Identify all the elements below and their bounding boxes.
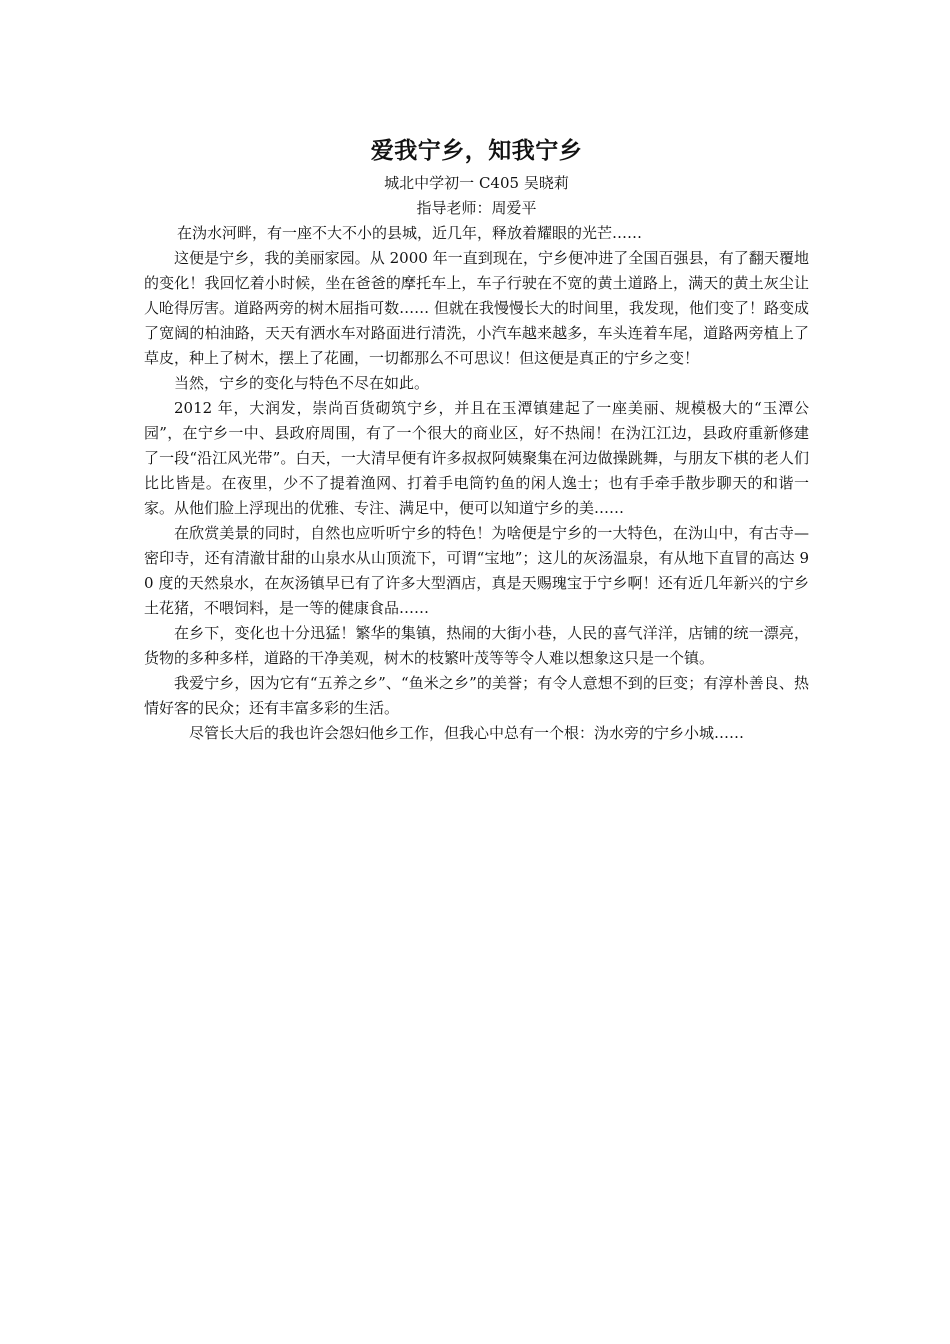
paragraph: 在乡下，变化也十分迅猛！繁华的集镇，热闹的大街小巷，人民的喜气洋洋，店铺的统一漂亮，货物的多种多样，道路的干净美观，树木的枝繁叶茂等等令人难以想象这只是一个镇。 [144, 624, 809, 667]
paragraph: 尽管长大后的我也许会怨妇他乡工作，但我心中总有一个根：沩水旁的宁乡小城…… [189, 724, 745, 742]
essay-body [144, 221, 809, 746]
essay-content [144, 131, 809, 746]
paragraph: 当然，宁乡的变化与特色不尽在如此。 [174, 374, 430, 392]
paragraph: 这便是宁乡，我的美丽家园。从 2000 年一直到现在，宁乡便冲进了全国百强县，有了翻天覆地的变化！我回忆着小时候，坐在爸爸的摩托车上，车子行驶在不宽的黄土道路上，满天的黄土灰尘让人呛得厉害。道路两旁的树木屈指可数…… 但就在我慢慢长大的时间里，我发现，他们变了！路变成了宽阔的柏油路，天天有洒水车对路面进行清洗，小汽车越来越多，车头连着车尾，道路两旁植上了草皮，种上了树木，摆上了花圃，一切都那么不可思议！但这便是真正的宁乡之变！ [144, 249, 809, 367]
essay-title: 爱我宁乡，知我宁乡 [370, 137, 583, 164]
paragraph: 2012 年，大润发，崇尚百货砌筑宁乡，并且在玉潭镇建起了一座美丽、规模极大的“玉潭公园”，在宁乡一中、县政府周围，有了一个很大的商业区，好不热闹！在沩江江边，县政府重新修建了一段“沿江风光带”。白天，一大清早便有许多叔叔阿姨聚集在河边做操跳舞，与朋友下棋的老人们比比皆是。在夜里，少不了提着渔网、打着手电筒钓鱼的闲人逸士；也有手牵手散步聊天的和谐一家。从他们脸上浮现出的优雅、专注、满足中，便可以知道宁乡的美…… [144, 399, 809, 517]
paragraph: 在沩水河畔，有一座不大不小的县城，近几年，释放着耀眼的光芒…… [177, 224, 643, 242]
paragraph: 我爱宁乡，因为它有“五养之乡”、“鱼米之乡”的美誉；有令人意想不到的巨变；有淳朴善良、热情好客的民众；还有丰富多彩的生活。 [144, 674, 809, 717]
author-line: 城北中学初一 C405 吴晓莉 [384, 174, 569, 192]
paragraph: 在欣赏美景的同时，自然也应听听宁乡的特色！为啥便是宁乡的一大特色，在沩山中，有古寺—密印寺，还有清澈甘甜的山泉水从山顶流下，可谓“宝地”；这儿的灰汤温泉，有从地下直冒的高达 90 度的天然泉水，在灰汤镇早已有了许多大型酒店，真是天赐瑰宝于宁乡啊！还有近几年新兴的宁乡土花猪，不喂饲料，是一等的健康食品…… [144, 524, 809, 617]
teacher-line: 指导老师：周爱平 [416, 199, 537, 217]
